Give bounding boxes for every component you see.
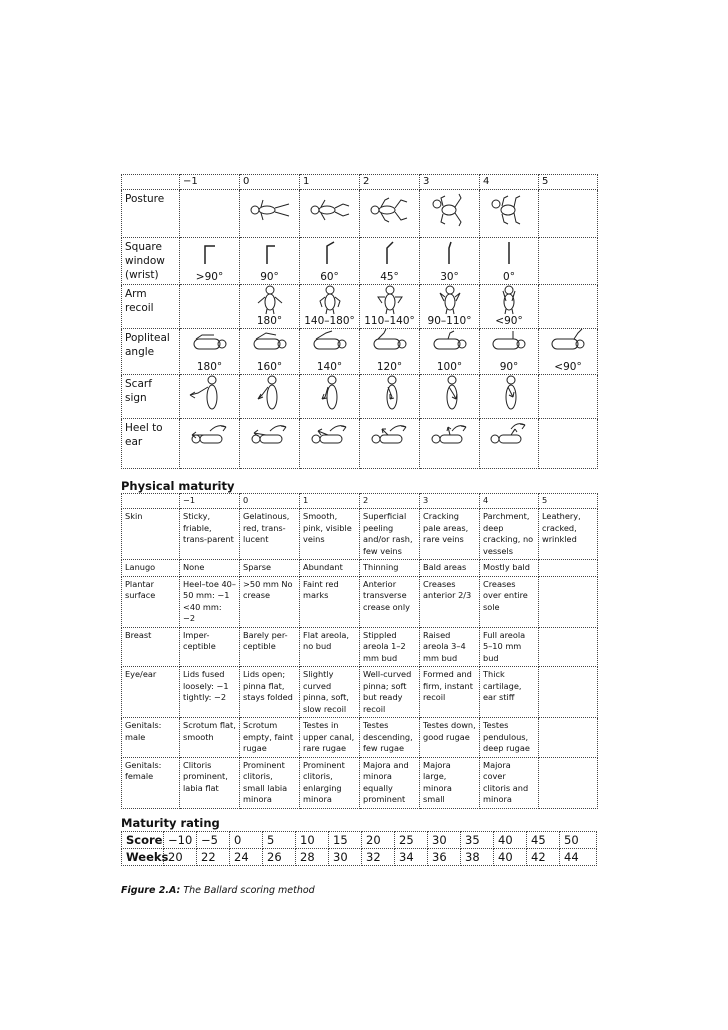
- pm-score: 4: [480, 494, 539, 509]
- pm-score: −1: [180, 494, 240, 509]
- weeks-label: Weeks: [122, 849, 164, 866]
- popliteal-figure: 100°: [420, 329, 480, 375]
- row-label: Arm recoil: [122, 285, 180, 329]
- heel-to-ear-figure: [240, 419, 300, 469]
- scarf-sign-figure: [240, 375, 300, 419]
- heel-to-ear-figure: [180, 419, 240, 469]
- posture-row: [122, 190, 598, 238]
- table-row: Eye/ear Lids fused loosely: −1 tightly: −2 Lids open; pinna flat, stays folded Slightly curved pinna, soft, slow recoil Well-curved pinna; soft but ready recoil Formed and firm, instant recoil Thick cartilage, ear stiff: [122, 667, 598, 718]
- scarf-sign-figure: [180, 375, 240, 419]
- row-label: Popliteal angle: [122, 329, 180, 375]
- table-row: Breast Imper-ceptible Barely per-ceptible Flat areola, no bud Stippled areola 1–2 mm bud Raised areola 3–4 mm bud Full areola 5–10 mm bud: [122, 627, 598, 667]
- popliteal-figure: 180°: [180, 329, 240, 375]
- row-label: Plantar surface: [122, 576, 180, 627]
- nm-score: 0: [240, 175, 300, 190]
- scarf-sign-figure: [360, 375, 420, 419]
- square-window-figure: 0°: [480, 238, 539, 285]
- row-label: Heel to ear: [122, 419, 180, 469]
- posture-figure: [300, 190, 360, 238]
- caption-text: The Ballard scoring method: [183, 885, 315, 896]
- posture-figure: [480, 190, 539, 238]
- score-label: Score: [122, 832, 164, 849]
- arm-recoil-figure: <90°: [480, 285, 539, 329]
- popliteal-figure: 90°: [480, 329, 539, 375]
- row-label: Genitals: male: [122, 718, 180, 758]
- pm-score: 2: [360, 494, 420, 509]
- row-label: Eye/ear: [122, 667, 180, 718]
- popliteal-row: [122, 329, 598, 375]
- heel-to-ear-figure: [360, 419, 420, 469]
- popliteal-figure: 160°: [240, 329, 300, 375]
- table-row: Lanugo None Sparse Abundant Thinning Bald areas Mostly bald: [122, 560, 598, 577]
- physical-maturity-table: [121, 493, 598, 809]
- arm-recoil-figure: 180°: [240, 285, 300, 329]
- caption-label: Figure 2.A:: [121, 885, 181, 896]
- pm-score: 1: [300, 494, 360, 509]
- pm-score: 3: [420, 494, 480, 509]
- nm-header-row: [122, 175, 598, 190]
- table-row: Plantar surface Heel–toe 40–50 mm: −1 <40 mm: −2 >50 mm No crease Faint red marks Anterior transverse crease only Creases anterior 2/3 Creases over entire sole: [122, 576, 598, 627]
- arm-recoil-figure: 90–110°: [420, 285, 480, 329]
- row-label: Posture: [122, 190, 180, 238]
- arm-recoil-row: [122, 285, 598, 329]
- heel-to-ear-row: [122, 419, 598, 469]
- posture-figure: [360, 190, 420, 238]
- nm-score: 5: [539, 175, 598, 190]
- weeks-row: Weeks 20 22 24 26 28 30 32 34 36 38 40 42 44: [122, 849, 597, 866]
- row-label: Breast: [122, 627, 180, 667]
- row-label: Scarf sign: [122, 375, 180, 419]
- square-window-figure: 60°: [300, 238, 360, 285]
- figure-caption: [121, 885, 315, 896]
- nm-score: 2: [360, 175, 420, 190]
- row-label: Lanugo: [122, 560, 180, 577]
- heel-to-ear-figure: [420, 419, 480, 469]
- row-label: Square window (wrist): [122, 238, 180, 285]
- popliteal-figure: <90°: [539, 329, 598, 375]
- scarf-sign-figure: [480, 375, 539, 419]
- square-window-figure: 45°: [360, 238, 420, 285]
- table-row: Genitals: male Scrotum flat, smooth Scrotum empty, faint rugae Testes in upper canal, rare rugae Testes descending, few rugae Testes down, good rugae Testes pendulous, deep rugae: [122, 718, 598, 758]
- nm-score: 1: [300, 175, 360, 190]
- square-window-figure: 90°: [240, 238, 300, 285]
- physical-maturity-title: Physical maturity: [121, 479, 235, 493]
- popliteal-figure: 120°: [360, 329, 420, 375]
- heel-to-ear-figure: [480, 419, 539, 469]
- nm-score: 3: [420, 175, 480, 190]
- arm-recoil-figure: 140–180°: [300, 285, 360, 329]
- maturity-rating-title: Maturity rating: [121, 816, 220, 830]
- scarf-sign-figure: [300, 375, 360, 419]
- pm-score: 0: [240, 494, 300, 509]
- heel-to-ear-figure: [300, 419, 360, 469]
- row-label: Skin: [122, 509, 180, 560]
- pm-header-row: [122, 494, 598, 509]
- square-window-row: [122, 238, 598, 285]
- scarf-sign-figure: [420, 375, 480, 419]
- neuromuscular-table: [121, 174, 598, 469]
- pm-score: 5: [539, 494, 598, 509]
- posture-figure: [240, 190, 300, 238]
- table-row: Genitals: female Clitoris prominent, labia flat Prominent clitoris, small labia minora Prominent clitoris, enlarging minora Majora and minora equally prominent Majora large, minora small Majora cover clitoris and minora: [122, 757, 598, 808]
- popliteal-figure: 140°: [300, 329, 360, 375]
- square-window-figure: 30°: [420, 238, 480, 285]
- posture-figure: [420, 190, 480, 238]
- table-row: Skin Sticky, friable, trans-parent Gelatinous, red, trans-lucent Smooth, pink, visible veins Superficial peeling and/or rash, few veins Cracking pale areas, rare veins Parchment, deep cracking, no vessels Leathery, cracked, wrinkled: [122, 509, 598, 560]
- scarf-sign-row: [122, 375, 598, 419]
- row-label: Genitals: female: [122, 757, 180, 808]
- maturity-rating-table: [121, 831, 597, 866]
- square-window-figure: >90°: [180, 238, 240, 285]
- nm-score: −1: [180, 175, 240, 190]
- arm-recoil-figure: 110–140°: [360, 285, 420, 329]
- score-row: Score −10 −5 0 5 10 15 20 25 30 35 40 45 50: [122, 832, 597, 849]
- nm-score: 4: [480, 175, 539, 190]
